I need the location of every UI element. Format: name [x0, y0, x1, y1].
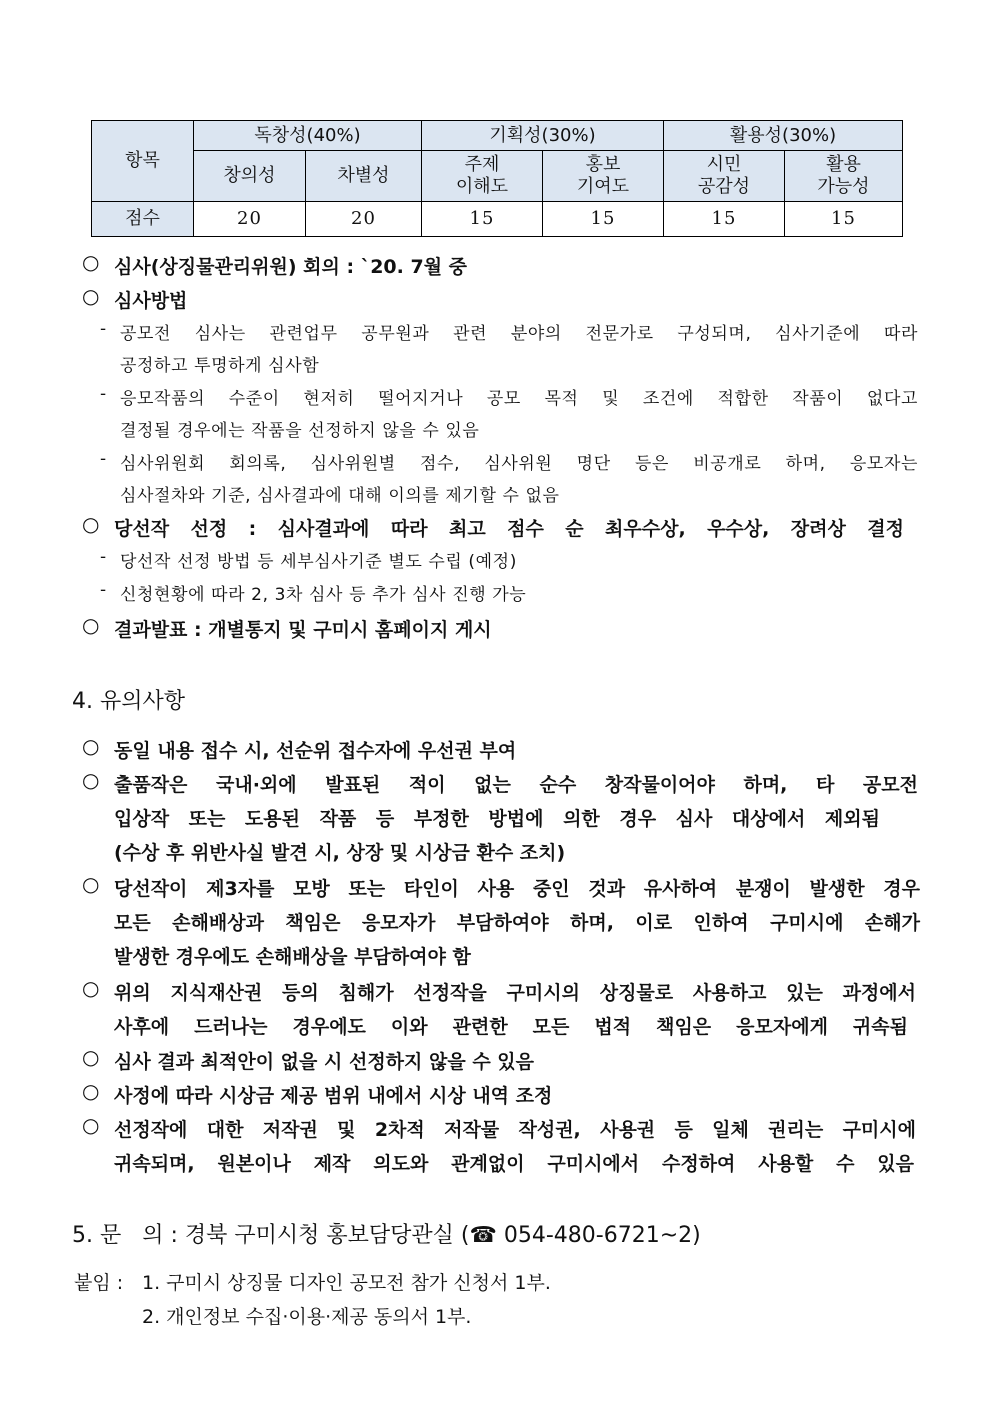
attachment-item: 1. 구미시 상징물 디자인 공모전 참가 신청서 1부. [142, 1272, 551, 1294]
method-item-line: 공정하고 투명하게 심사함 [120, 356, 320, 376]
bullet-circle: ○ [82, 512, 100, 536]
criterion-promotion-contribution: 홍보 기여도 [543, 151, 664, 202]
criterion-theme-understanding: 주제 이해도 [422, 151, 543, 202]
winner-item: 신청현황에 따라 2, 3차 심사 등 추가 심사 진행 가능 [120, 585, 527, 605]
criterion-creativity: 창의성 [194, 151, 306, 202]
score-value: 15 [543, 202, 664, 237]
dash-marker: - [100, 384, 107, 404]
score-value: 20 [194, 202, 306, 237]
bullet-circle: ○ [82, 1045, 100, 1069]
bullet-circle: ○ [82, 250, 100, 274]
note-line: 출품작은 국내·외에 발표된 적이 없는 순수 창작물이어야 하며, 타 공모전 [114, 774, 918, 796]
bullet-circle: ○ [82, 734, 100, 758]
bullet-circle: ○ [82, 768, 100, 792]
bullet-circle: ○ [82, 1079, 100, 1103]
bullet-circle: ○ [82, 976, 100, 1000]
method-item-line: 공모전 심사는 관련업무 공무원과 관련 분야의 전문가로 구성되며, 심사기준에 따라 [120, 324, 918, 344]
dash-marker: - [100, 547, 107, 567]
dash-marker: - [100, 580, 107, 600]
note-line: 귀속되며, 원본이나 제작 의도와 관계없이 구미시에서 수정하여 사용할 수 있음 [114, 1153, 914, 1175]
note-line: (수상 후 위반사실 발견 시, 상장 및 시상금 환수 조치) [114, 842, 566, 864]
note-line: 위의 지식재산권 등의 침해가 선정작을 구미시의 상징물로 사용하고 있는 과정에서 [114, 982, 916, 1004]
bullet-circle: ○ [82, 613, 100, 637]
notes-heading: 4. 유의사항 [72, 689, 185, 714]
attachment-item: 2. 개인정보 수집·이용·제공 동의서 1부. [142, 1306, 472, 1328]
score-value: 15 [422, 202, 543, 237]
method-item-line: 응모작품의 수준이 현저히 떨어지거나 공모 목적 및 조건에 적합한 작품이 없다고 [120, 389, 918, 409]
attachments-label: 붙임 : [74, 1272, 124, 1294]
score-value: 20 [306, 202, 422, 237]
criterion-citizen-empathy: 시민 공감성 [664, 151, 785, 202]
bullet-circle: ○ [82, 1113, 100, 1137]
score-value: 15 [664, 202, 785, 237]
score-table [91, 120, 903, 237]
group-utility: 활용성(30%) [664, 121, 903, 151]
bullet-circle: ○ [82, 284, 100, 308]
note-line: 모든 손해배상과 책임은 응모자가 부담하여야 하며, 이로 인하여 구미시에 손해가 [114, 912, 920, 934]
score-value: 15 [785, 202, 903, 237]
method-item-line: 결정될 경우에는 작품을 선정하지 않을 수 있음 [120, 421, 480, 441]
note-line: 동일 내용 접수 시, 선순위 접수자에 우선권 부여 [114, 740, 517, 762]
group-planning: 기획성(30%) [422, 121, 664, 151]
result-announcement: 결과발표 : 개별통지 및 구미시 홈페이지 게시 [114, 619, 492, 641]
note-line: 입상작 또는 도용된 작품 등 부정한 방법에 의한 경우 심사 대상에서 제외됨 [114, 808, 880, 830]
group-originality: 독창성(40%) [194, 121, 422, 151]
score-label: 점수 [92, 202, 194, 237]
dash-marker: - [100, 319, 107, 339]
criterion-distinctiveness: 차별성 [306, 151, 422, 202]
method-item-line: 심사위원회 회의록, 심사위원별 점수, 심사위원 명단 등은 비공개로 하며, 응모자는 [120, 454, 918, 474]
note-line: 사정에 따라 시상금 제공 범위 내에서 시상 내역 조정 [114, 1085, 553, 1107]
note-line: 당선작이 제3자를 모방 또는 타인이 사용 중인 것과 유사하여 분쟁이 발생한 경우 [114, 878, 920, 900]
note-line: 심사 결과 최적안이 없을 시 선정하지 않을 수 있음 [114, 1051, 534, 1073]
bullet-circle: ○ [82, 872, 100, 896]
winner-selection: 당선작 선정 : 심사결과에 따라 최고 점수 순 최우수상, 우수상, 장려상 결정 [114, 518, 904, 540]
method-item-line: 심사절차와 기준, 심사결과에 대해 이의를 제기할 수 없음 [120, 486, 560, 506]
note-line: 발생한 경우에도 손해배상을 부담하여야 함 [114, 946, 471, 968]
dash-marker: - [100, 449, 107, 469]
review-meeting: 심사(상징물관리위원) 회의 : `20. 7월 중 [114, 256, 468, 278]
winner-item: 당선작 선정 방법 등 세부심사기준 별도 수립 (예정) [120, 552, 517, 572]
contact-heading: 5. 문 의 : 경북 구미시청 홍보담당관실 (☎ 054-480-6721~2) [72, 1223, 701, 1248]
note-line: 사후에 드러나는 경우에도 이와 관련한 모든 법적 책임은 응모자에게 귀속됨 [114, 1016, 908, 1038]
review-method-title: 심사방법 [114, 290, 188, 312]
criterion-usability: 활용 가능성 [785, 151, 903, 202]
header-item: 항목 [92, 121, 194, 202]
note-line: 선정작에 대한 저작권 및 2차적 저작물 작성권, 사용권 등 일체 권리는 구미시에 [114, 1119, 916, 1141]
